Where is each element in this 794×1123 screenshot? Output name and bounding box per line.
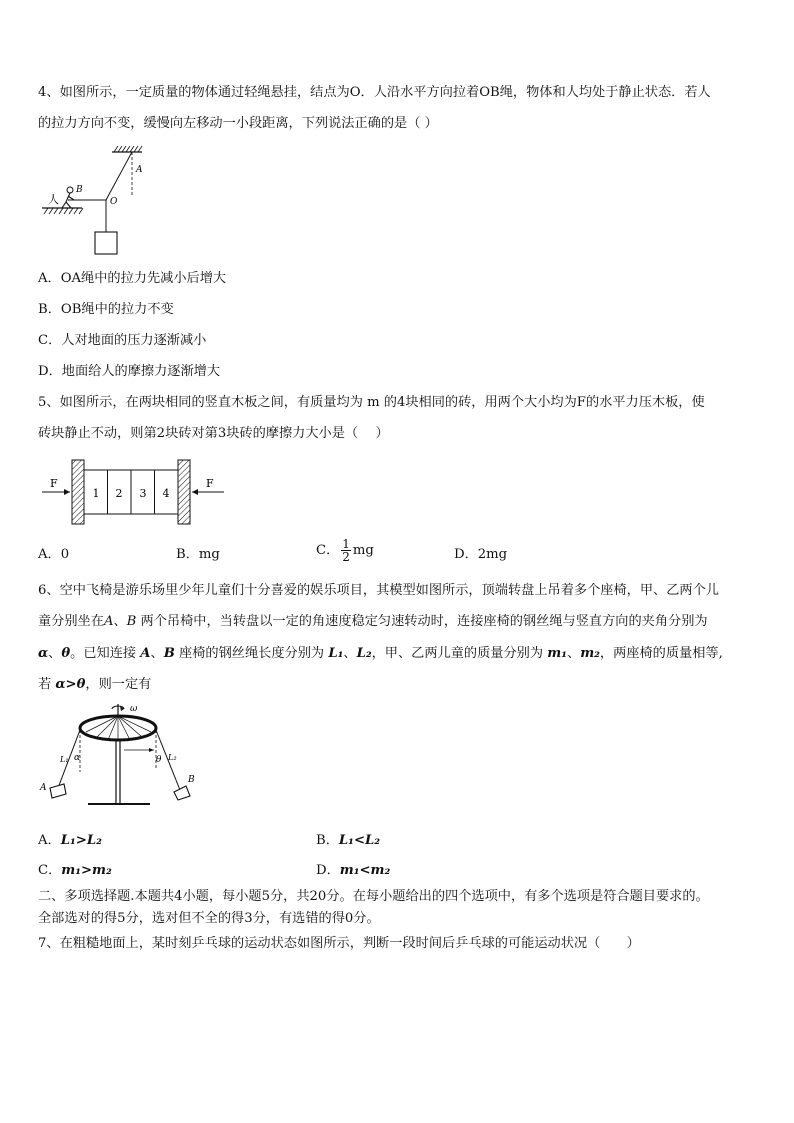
q6-option-a: A．L₁>L₂ — [38, 833, 102, 848]
q5-figure — [38, 458, 238, 528]
q5-stem-line1: 5、如图所示，在两块相同的竖直木板之间，有质量均为 m 的4块相同的砖，用两个大小均为F的水平力压木板，使 — [38, 395, 705, 410]
q6-option-b: B．L₁<L₂ — [316, 833, 381, 848]
q4-stem-line2: 的拉力方向不变，缓慢向左移动一小段距离，下列说法正确的是（ ） — [38, 116, 438, 131]
label-seat-B: B — [188, 775, 195, 785]
q4-stem-line1: 4、如图所示，一定质量的物体通过轻绳悬挂，结点为O．人沿水平方向拉着OB绳，物体和人均处于静止状态．若人 — [38, 85, 711, 100]
seat-B — [174, 786, 190, 800]
label-B: B — [76, 185, 83, 195]
left-board — [72, 460, 84, 524]
q6-figure — [38, 700, 208, 812]
brick-1: 1 — [92, 487, 100, 500]
q4-option-b: B．OB绳中的拉力不变 — [38, 302, 174, 317]
label-omega: ω — [130, 704, 138, 714]
section2-heading-line1: 二、多项选择题.本题共4小题，每小题5分，共20分。在每小题给出的四个选项中，有多个选项是符合题目要求的。 — [38, 889, 709, 904]
q5-option-c — [316, 538, 374, 563]
q5-option-c-suffix: mg — [352, 543, 374, 558]
label-O: O — [110, 197, 118, 207]
q4-option-c: C．人对地面的压力逐渐减小 — [38, 333, 207, 348]
brick-3: 3 — [139, 487, 147, 500]
label-person: 人 — [48, 193, 59, 206]
q6-stem-line3: α、θ。已知连接 A、B 座椅的钢丝绳长度分别为 L₁、L₂，甲、乙两儿童的质量分别为 m₁、m₂，两座椅的质量相等, — [38, 646, 723, 661]
q4-option-d: D．地面给人的摩擦力逐渐增大 — [38, 364, 221, 379]
q7-stem-line1: 7、在粗糙地面上，某时刻乒乓球的运动状态如图所示，判断一段时间后乒乓球的可能运动状况（ ） — [38, 936, 640, 951]
seat-A — [50, 784, 66, 798]
hanging-block — [95, 232, 117, 254]
right-board — [178, 460, 190, 524]
q4-option-a: A．OA绳中的拉力先减小后增大 — [38, 271, 227, 286]
q4-figure — [38, 142, 158, 258]
force-right-label: F — [206, 477, 214, 490]
label-theta: θ — [156, 755, 162, 765]
q5-option-c-prefix: C． — [316, 543, 340, 558]
fraction-half: $\frac{1}{2}$ — [342, 537, 350, 564]
q6-option-d: D．m₁<m₂ — [316, 863, 391, 878]
label-A: A — [136, 165, 143, 175]
q5-option-b: B．mg — [176, 547, 220, 562]
label-L1: L₁ — [60, 755, 69, 764]
label-L2: L₂ — [168, 753, 177, 762]
q6-option-c: C．m₁>m₂ — [38, 863, 112, 878]
q6-stem-line2: 童分别坐在A、B 两个吊椅中，当转盘以一定的角速度稳定匀速转动时，连接座椅的钢丝绳与竖直方向的夹角分别为 — [38, 614, 708, 629]
q5-option-a: A．0 — [38, 547, 70, 562]
brick-2: 2 — [115, 487, 123, 500]
brick-4: 4 — [162, 487, 170, 500]
q5-stem-line2: 砖块静止不动，则第2块砖对第3块砖的摩擦力大小是（ ） — [38, 426, 389, 441]
q5-option-d: D．2mg — [454, 547, 508, 562]
section2-heading-line2: 全部选对的得5分，选对但不全的得3分，有选错的得0分。 — [38, 911, 380, 926]
label-seat-A: A — [40, 783, 47, 793]
q6-stem-line4: 若 α>θ，则一定有 — [38, 677, 152, 692]
q6-stem-line1: 6、空中飞椅是游乐场里少年儿童们十分喜爱的娱乐项目，其模型如图所示，顶端转盘上吊着多个座椅，甲、乙两个儿 — [38, 583, 719, 598]
label-alpha: α — [74, 753, 81, 763]
force-left-label: F — [50, 477, 58, 490]
